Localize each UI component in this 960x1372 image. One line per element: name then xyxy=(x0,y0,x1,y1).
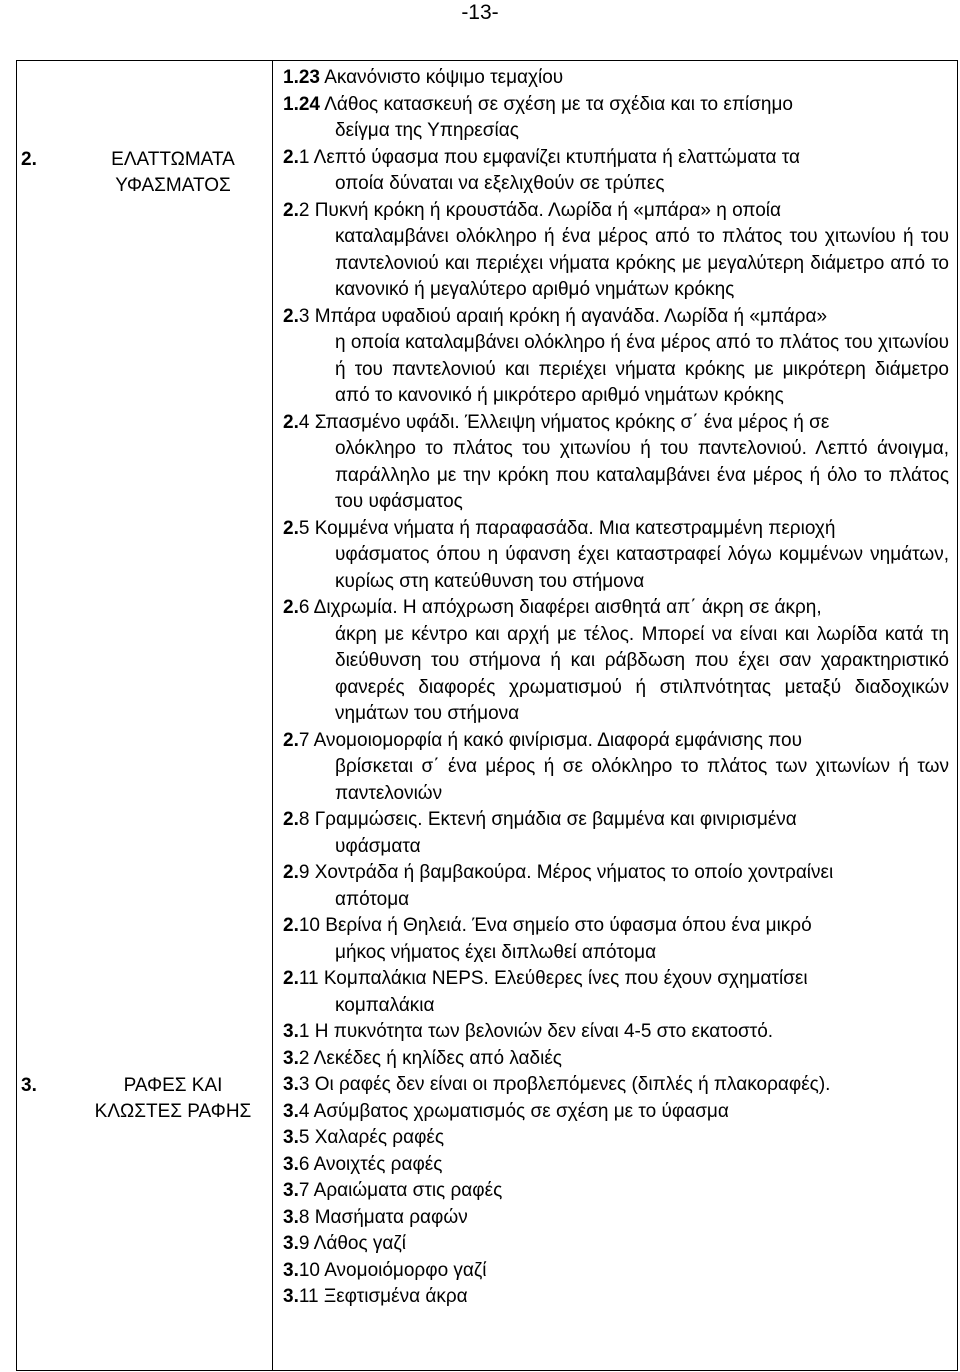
item-first-line xyxy=(283,1072,949,1099)
item-text: 3 Μπάρα υφαδιού αραιή κρόκη ή αγανάδα. Λωρίδα ή «μπάρα» xyxy=(298,305,828,327)
item-code: 2. xyxy=(283,199,299,221)
item-code: 2. xyxy=(283,146,299,168)
item-first-line xyxy=(283,1019,949,1046)
item-text: 7 Ανομοιομορφία ή κακό φινίρισμα. Διαφορά εμφάνισης που xyxy=(298,729,802,751)
item-code: 3. xyxy=(283,1180,299,1201)
item-code: 1.24 xyxy=(283,93,320,115)
list-item xyxy=(283,728,949,808)
item-continuation: μήκος νήματος έχει διπλωθεί απότομα xyxy=(335,941,657,963)
items-list xyxy=(283,65,949,1311)
item-first-line xyxy=(283,516,949,543)
item-continuation: οποία δύναται να εξελιχθούν σε τρύπες xyxy=(335,173,665,194)
item-text: 5 Χαλαρές ραφές xyxy=(298,1127,445,1148)
section-number: 3. xyxy=(21,1075,37,1096)
list-item xyxy=(283,966,949,1019)
section-title: ΡΑΦΕΣ ΚΑΙ ΚΛΩΣΤΕΣ ΡΑΦΗΣ xyxy=(94,1075,252,1122)
item-first-line xyxy=(283,304,949,331)
item-text: 10 Ανομοιόμορφο γαζί xyxy=(298,1259,487,1281)
item-text: 6 Διχρωμία. Η απόχρωση διαφέρει αισθητά απ΄ άκρη σε άκρη, xyxy=(298,597,822,618)
item-first-line xyxy=(283,1125,949,1152)
item-code: 3. xyxy=(283,1021,299,1042)
item-continuation: κομπαλάκια xyxy=(335,994,435,1016)
item-text: Λάθος κατασκευή σε σχέση με τα σχέδια και το επίσημο xyxy=(319,93,793,115)
list-item xyxy=(283,1231,949,1258)
section-title: ΕΛΑΤΤΩΜΑΤΑ ΥΦΑΣΜΑΤΟΣ xyxy=(111,149,235,196)
item-code: 3. xyxy=(283,1206,299,1228)
list-item xyxy=(283,145,949,198)
item-first-line xyxy=(283,1205,949,1232)
item-code: 2. xyxy=(283,862,299,883)
list-item xyxy=(283,1258,949,1285)
list-item xyxy=(283,913,949,966)
item-first-line xyxy=(283,65,949,92)
item-first-line xyxy=(283,1046,949,1073)
list-item xyxy=(283,1099,949,1126)
item-code: 2. xyxy=(283,517,299,539)
item-text: 6 Ανοιχτές ραφές xyxy=(298,1153,443,1175)
item-continuation: απότομα xyxy=(335,888,410,910)
item-code: 2. xyxy=(283,729,299,751)
list-item xyxy=(283,807,949,860)
item-code: 3. xyxy=(283,1259,299,1281)
item-text: 5 Κομμένα νήματα ή παραφασάδα. Μια κατεστραμμένη περιοχή xyxy=(298,517,836,539)
list-item xyxy=(283,1072,949,1099)
item-code: 3. xyxy=(283,1127,299,1148)
list-item xyxy=(283,1178,949,1205)
item-text: 8 Γραμμώσεις. Εκτενή σημάδια σε βαμμένα και φινιρισμένα xyxy=(298,809,797,830)
item-text: Ακανόνιστο κόψιμο τεμαχίου xyxy=(319,67,564,88)
list-item xyxy=(283,516,949,596)
item-first-line xyxy=(283,198,949,225)
item-first-line xyxy=(283,1099,949,1126)
page-number: -13- xyxy=(461,1,499,24)
list-item xyxy=(283,1046,949,1073)
item-first-line xyxy=(283,1284,949,1311)
item-code: 2. xyxy=(283,597,299,618)
item-first-line xyxy=(283,410,949,437)
item-text: 9 Λάθος γαζί xyxy=(298,1233,406,1254)
section-number: 2. xyxy=(21,149,37,170)
list-item xyxy=(283,860,949,913)
item-continuation: η οποία καταλαμβάνει ολόκληρο ή ένα μέρος από το πλάτος του χιτωνίου ή του παντελονιού και περιέχει νήματα κρόκης με μικρότερη διάμετρο από το κανονικό ή μικρότερο αριθμό νημάτων κρόκης xyxy=(335,332,949,406)
list-item xyxy=(283,198,949,304)
item-text: 11 Ξεφτισμένα άκρα xyxy=(298,1286,468,1307)
section-column xyxy=(17,61,273,1371)
item-first-line xyxy=(283,728,949,755)
item-text: 10 Βερίνα ή Θηλειά. Ένα σημείο στο ύφασμα όπου ένα μικρό xyxy=(298,915,812,936)
item-continuation: άκρη με κέντρο και αρχή με τέλος. Μπορεί να είναι και λωρίδα κατά τη διεύθυνση του στήμονα ή και ράβδωση που έχει σαν χαρακτηριστικό φανερές διαφορές χρωματισμού ή στιλπνότητας μεταξύ διαδοχικών νημάτων του στήμονα xyxy=(335,623,949,724)
item-code: 3. xyxy=(283,1100,299,1122)
item-continuation: υφάσματος όπου η ύφανση έχει καταστραφεί λόγω κομμένων νημάτων, κυρίως στη κατεύθυνση του στήμονα xyxy=(335,544,949,592)
list-item xyxy=(283,595,949,728)
item-code: 2. xyxy=(283,809,299,830)
item-continuation: καταλαμβάνει ολόκληρο ή ένα μέρος από το πλάτος του χιτωνίου ή του παντελονιού και περιέχει νήματα κρόκης με μεγαλύτερη διάμετρο από το κανονικό ή μεγαλύτερο αριθμό νημάτων κρόκης xyxy=(335,226,949,300)
item-first-line xyxy=(283,1258,949,1285)
item-text: 2 Λεκέδες ή κηλίδες από λαδιές xyxy=(298,1047,562,1069)
list-item xyxy=(283,410,949,516)
item-text: 1 Η πυκνότητα των βελονιών δεν είναι 4-5 στο εκατοστό. xyxy=(298,1021,774,1042)
item-continuation: δείγμα της Υπηρεσίας xyxy=(335,120,519,141)
item-text: 2 Πυκνή κρόκη ή κρουστάδα. Λωρίδα ή «μπάρα» η οποία xyxy=(298,199,781,221)
item-code: 3. xyxy=(283,1286,299,1307)
list-item xyxy=(283,1019,949,1046)
defects-table xyxy=(16,60,958,1371)
item-first-line xyxy=(283,860,949,887)
item-code: 1.23 xyxy=(283,67,320,88)
item-text: 9 Χοντράδα ή βαμβακούρα. Μέρος νήματος το οποίο χοντραίνει xyxy=(298,862,834,883)
item-first-line xyxy=(283,1178,949,1205)
item-text: 8 Μασήματα ραφών xyxy=(298,1206,468,1228)
item-first-line xyxy=(283,1231,949,1258)
item-text: 11 Κομπαλάκια NEPS. Ελεύθερες ίνες που έχουν σχηματίσει xyxy=(298,968,808,989)
item-first-line xyxy=(283,807,949,834)
item-code: 2. xyxy=(283,968,299,989)
items-column xyxy=(273,61,958,1371)
item-code: 3. xyxy=(283,1233,299,1254)
item-first-line xyxy=(283,595,949,622)
item-code: 3. xyxy=(283,1074,299,1095)
list-item xyxy=(283,1284,949,1311)
item-first-line xyxy=(283,913,949,940)
item-code: 2. xyxy=(283,915,299,936)
list-item xyxy=(283,1125,949,1152)
item-code: 3. xyxy=(283,1047,299,1069)
item-first-line xyxy=(283,92,949,119)
item-first-line xyxy=(283,145,949,172)
item-first-line xyxy=(283,1152,949,1179)
list-item xyxy=(283,1152,949,1179)
item-first-line xyxy=(283,966,949,993)
item-code: 2. xyxy=(283,411,299,433)
item-continuation: υφάσματα xyxy=(335,835,421,857)
item-text: 4 Ασύμβατος χρωματισμός σε σχέση με το ύφασμα xyxy=(298,1100,729,1122)
item-continuation: ολόκληρο το πλάτος του χιτωνίου ή του παντελονιού. Λεπτό άνοιγμα, παράλληλο με την κρόκη που καταλαμβάνει ένα μέρος ή όλο το πλάτος του υφάσματος xyxy=(335,438,949,512)
item-text: 4 Σπασμένο υφάδι. Έλλειψη νήματος κρόκης σ΄ ένα μέρος ή σε xyxy=(298,411,830,433)
list-item xyxy=(283,92,949,145)
item-code: 3. xyxy=(283,1153,299,1175)
item-text: 7 Αραιώματα στις ραφές xyxy=(298,1180,503,1201)
list-item xyxy=(283,65,949,92)
list-item xyxy=(283,304,949,410)
item-text: 3 Οι ραφές δεν είναι οι προβλεπόμενες (διπλές ή πλακοραφές). xyxy=(298,1074,831,1095)
list-item xyxy=(283,1205,949,1232)
item-continuation: βρίσκεται σ΄ ένα μέρος ή σε ολόκληρο το πλάτος των χιτωνίων ή των παντελονιών xyxy=(335,756,949,804)
item-text: 1 Λεπτό ύφασμα που εμφανίζει κτυπήματα ή ελαττώματα τα xyxy=(298,146,801,168)
item-code: 2. xyxy=(283,305,299,327)
